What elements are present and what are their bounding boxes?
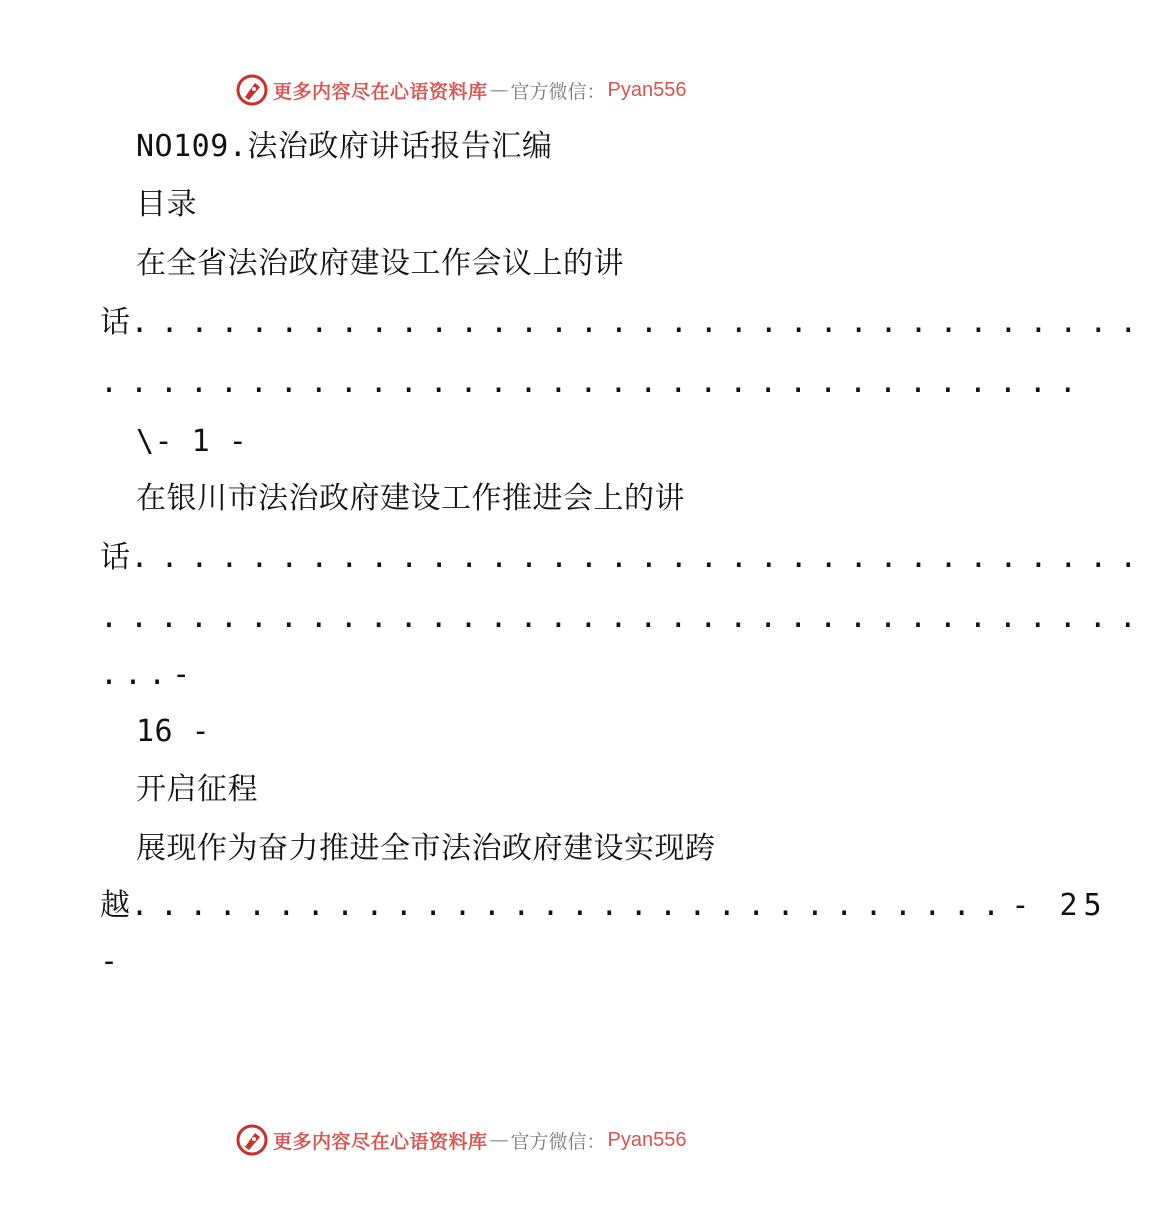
- toc-entry-3-leader: ..............................: [130, 888, 1012, 923]
- toc-entry-1-page: \- 1 -: [136, 424, 248, 459]
- toc-entry-2-page: 16 -: [136, 714, 211, 749]
- watermark-separator: —: [489, 1129, 509, 1151]
- toc-entry-1-title: 在全省法治政府建设工作会议上的讲: [136, 246, 624, 281]
- toc-entry-2-title-end: 话: [100, 540, 131, 575]
- leader-dots: ...-: [100, 657, 197, 692]
- toc-entry-2-leader: ..................................: [130, 540, 1149, 575]
- watermark-text: 更多内容尽在心语资料库: [273, 80, 488, 103]
- document-title: NO109.法治政府讲话报告汇编: [136, 129, 553, 164]
- pen-nib-logo-icon: [235, 1123, 269, 1157]
- toc-entry-2-title-wrap: [100, 538, 1149, 578]
- toc-entry-2-title: 在银川市法治政府建设工作推进会上的讲: [136, 481, 685, 516]
- footer-watermark: [235, 1122, 687, 1158]
- toc-entry-1-title-wrap: [100, 303, 1149, 343]
- toc-entry-3-title: 开启征程: [136, 772, 258, 807]
- toc-entry-2-leader-3: [100, 655, 196, 695]
- watermark-official-label: 官方微信：: [510, 80, 606, 103]
- toc-entry-3-title-end: 越: [100, 888, 131, 923]
- leader-dots: ...................................: [100, 600, 1149, 635]
- toc-entry-3-title-wrap: [100, 886, 1108, 926]
- toc-entry-3-title-2: 展现作为奋力推进全市法治政府建设实现跨: [136, 831, 716, 866]
- toc-entry-1-leader: ..................................: [130, 305, 1149, 340]
- watermark-text: 更多内容尽在心语资料库: [273, 1130, 488, 1153]
- toc-entry-1-title-end: 话: [100, 305, 131, 340]
- toc-entry-3-page: - 25: [1011, 888, 1108, 923]
- watermark-separator: —: [489, 79, 509, 101]
- watermark-official-label: 官方微信：: [510, 1130, 606, 1153]
- header-watermark: [235, 72, 687, 108]
- toc-entry-3-page-end: -: [100, 944, 119, 979]
- watermark-wechat-id: Pyan556: [607, 78, 687, 101]
- leader-dots: .................................: [100, 365, 1089, 400]
- toc-entry-2-leader-2: [100, 598, 1149, 638]
- watermark-wechat-id: Pyan556: [607, 1128, 687, 1151]
- pen-nib-logo-icon: [235, 73, 269, 107]
- toc-entry-1-leader-2: [100, 363, 1089, 403]
- toc-heading: 目录: [136, 187, 197, 222]
